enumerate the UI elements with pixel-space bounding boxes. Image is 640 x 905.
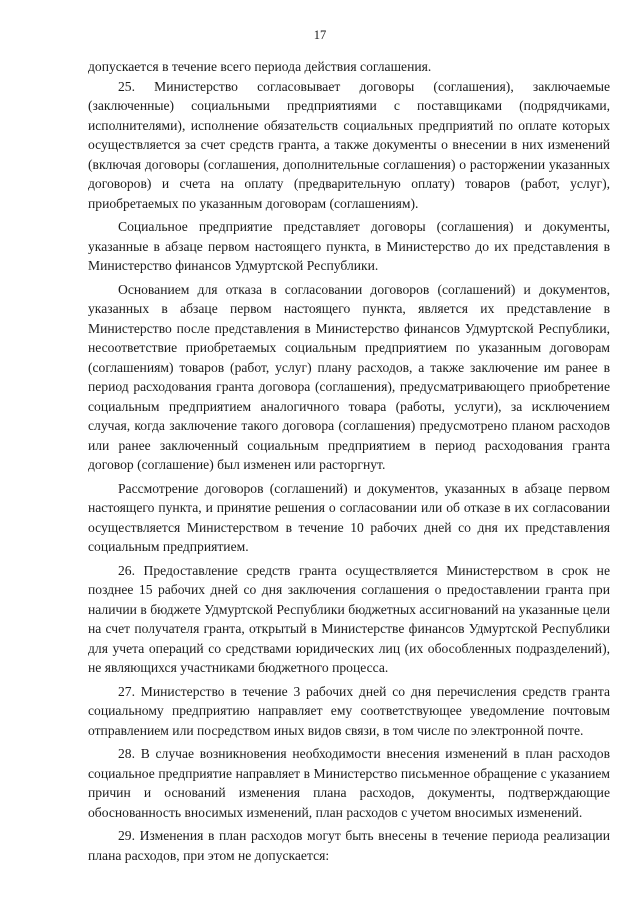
page-number: 17 [313,28,327,42]
paragraph-item-25-submission: Социальное предприятие представляет договоры (соглашения) и документы, указанные в абзаце первом настоящего пункта, в Министерство до их представления в Министерство финансов Удмуртской Республики. [88,219,610,274]
paragraph-item-25: 25. Министерство согласовывает договоры (соглашения), заключаемые (заключенные) социальными предприятиями с поставщиками (подрядчиками, исполнителями), исполнение обязательств социальных предприятий по оплате которых осуществляется за счет средств гранта, а также документы о внесении в них изменений (включая договоры (соглашения, дополнительные соглашения) о расторжении указанных договоров) и счета на оплату (предварительную оплату) товаров (работ, услуг), приобретаемых по указанным договорам (соглашениям). [88,78,610,211]
paragraph-item-28: 28. В случае возникновения необходимости внесения изменений в план расходов социальное предприятие направляет в Министерство письменное обращение с указанием причин и оснований изменения плана расходов, документы, подтверждающие обоснованность вносимых изменений, план расходов с учетом вносимых изменений. [88,746,610,820]
paragraph-continuation: допускается в течение всего периода действия соглашения. [88,59,432,74]
paragraph-item-26: 26. Предоставление средств гранта осуществляется Министерством в срок не позднее 15 рабочих дней со дня заключения соглашения о предоставлении гранта при наличии в бюджете Удмуртской Республики бюджетных ассигнований на указанные цели на счет получателя гранта, открытый в Министерстве финансов Удмуртской Республики для учета операций со средствами юридических лиц (их обособленных подразделений), не являющихся участниками бюджетного процесса. [88,562,610,676]
paragraph-item-25-review-term: Рассмотрение договоров (соглашений) и документов, указанных в абзаце первом настоящего пункта, и принятие решения о согласовании или об отказе в их согласовании осуществляется Министерством в течение 10 рабочих дней со дня их представления социальным предприятием. [88,480,610,555]
paragraph-item-25-refusal-grounds: Основанием для отказа в согласовании договоров (соглашений) и документов, указанных в абзаце первом настоящего пункта, является их представление в Министерство после представления в Министерство финансов Удмуртской Республики, несоответствие приобретаемых социальным предприятием по указанным договорам (соглашениям) товаров (работ, услуг) плану расходов, а также заключение им ранее в период расходования гранта договора (соглашения), предусматривающего приобретение социальным предприятием аналогичного товара (работы, услуги), за исключением случая, когда заключение такого договора (соглашения) предусмотрено планом расходов или ранее заключенный социальным предприятием в период расходования гранта договор (соглашение) был изменен или расторгнут. [88,281,610,473]
paragraph-item-27: 27. Министерство в течение 3 рабочих дней со дня перечисления средств гранта социальному предприятию направляет ему соответствующее уведомление почтовым отправлением или посредством иных видов связи, в том числе по электронной почте. [88,683,610,738]
paragraph-item-29: 29. Изменения в план расходов могут быть внесены в течение периода реализации плана расходов, при этом не допускается: [88,828,610,863]
document-body [88,57,610,865]
